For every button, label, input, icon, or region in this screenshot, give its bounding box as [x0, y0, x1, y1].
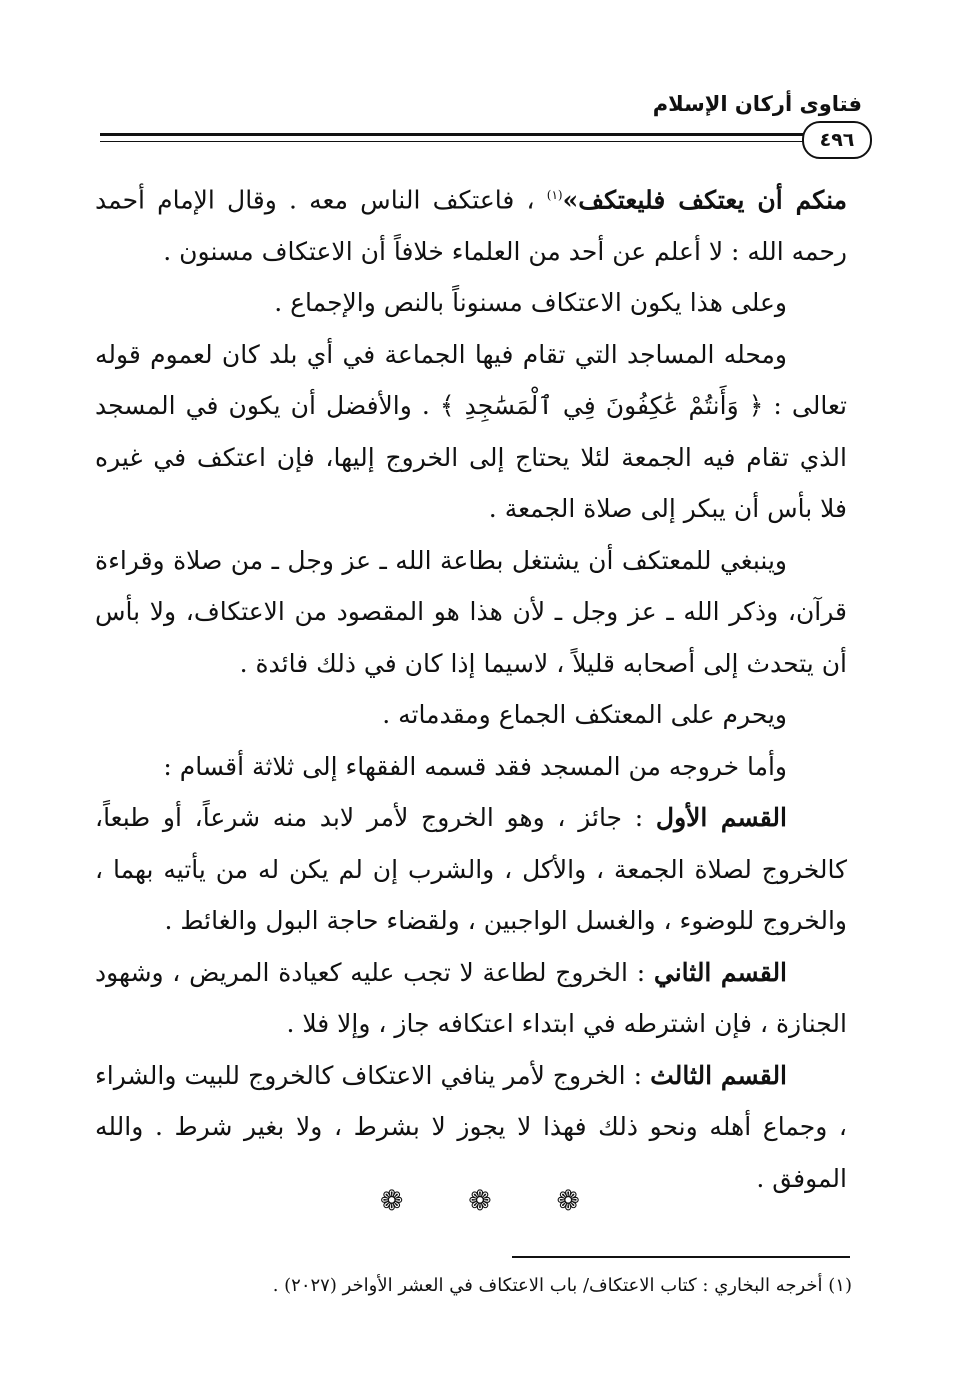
- hadith-quote: منكم أن يعتكف فليعتكف»: [562, 185, 848, 215]
- footnote: (١) أخرجه البخاري : كتاب الاعتكاف/ باب الاعتكاف في العشر الأواخر (٢٠٢٧) .: [272, 1275, 852, 1296]
- paragraph-4: وينبغي للمعتكف أن يشتغل بطاعة الله ـ عز وجل ـ من صلاة وقراءة قرآن، وذكر الله ـ عز وجل ـ لأن هذا هو المقصود من الاعتكاف، ولا بأس أن يتحدث إلى أصحابه قليلاً ، لاسيما إذا كان في ذلك فائدة .: [95, 545, 847, 678]
- star-ornament-icon: ❁: [468, 1184, 492, 1217]
- section-2-text: : الخروج لطاعة لا تجب عليه كعيادة المريض ، وشهود الجنازة ، فإن اشترطه في ابتداء اعتكافه جاز ، وإلا فلا .: [95, 957, 847, 1039]
- paragraph-5: ويحرم على المعتكف الجماع ومقدماته .: [382, 700, 787, 730]
- section-2-label: القسم الثاني: [653, 957, 788, 987]
- star-ornament-icon: ❁: [380, 1184, 404, 1217]
- section-1-text: : جائز ، وهو الخروج لأمر لابد منه شرعاً، أو طبعاً، كالخروج لصلاة الجمعة ، والأكل ، والشرب إن لم يكن له من يأتيه بهما ، والخروج للوضوء ، والغسل الواجبين ، ولقضاء حاجة البول والغائط .: [95, 803, 847, 936]
- section-3-label: القسم الثالث: [650, 1060, 788, 1090]
- section-1: [95, 792, 847, 947]
- paragraph-1-text: ، فاعتكف الناس معه . وقال الإمام أحمد رحمه الله : لا أعلم عن أحد من العلماء خلافاً أن الاعتكاف مسنون .: [95, 185, 847, 266]
- page-number-badge: [802, 121, 872, 159]
- footnote-marker: (١): [546, 188, 563, 202]
- section-3-text: : الخروج لأمر ينافي الاعتكاف كالخروج للبيت والشراء ، وجماع أهله ونحو ذلك فهذا لا يجوز لا بشرط ، ولا بغير شرط . والله الموفق .: [95, 1060, 847, 1193]
- header-rule-thin: [100, 141, 810, 142]
- paragraph-6: وأما خروجه من المسجد فقد قسمه الفقهاء إلى ثلاثة أقسام :: [163, 751, 787, 781]
- paragraph-3: ومحله المساجد التي تقام فيها الجماعة في أي بلد كان لعموم قوله تعالى : ﴿ وَأَنتُمْ عَٰكِفُونَ فِي ٱلْمَسَٰجِدِ ﴾ . والأفضل أن يكون في المسجد الذي تقام فيه الجمعة لئلا يحتاج إلى الخروج إليها، فإن اعتكف في غيره فلا بأس أن يبكر إلى صلاة الجمعة .: [95, 339, 847, 524]
- section-1-label: القسم الأول: [655, 803, 787, 833]
- page-number: ٤٩٦: [819, 129, 855, 151]
- star-ornament-icon: ❁: [556, 1184, 580, 1217]
- footnote-rule: [512, 1256, 850, 1258]
- paragraph-2: وعلى هذا يكون الاعتكاف مسنوناً بالنص والإجماع .: [274, 288, 787, 318]
- section-separator: [380, 1184, 580, 1217]
- running-header-title: فتاوى أركان الإسلام: [652, 92, 862, 116]
- section-2: [95, 947, 847, 1050]
- body-text: [95, 170, 847, 1204]
- paragraph-1: [95, 170, 847, 277]
- header-rule-thick: [100, 133, 810, 136]
- section-3: [95, 1050, 847, 1205]
